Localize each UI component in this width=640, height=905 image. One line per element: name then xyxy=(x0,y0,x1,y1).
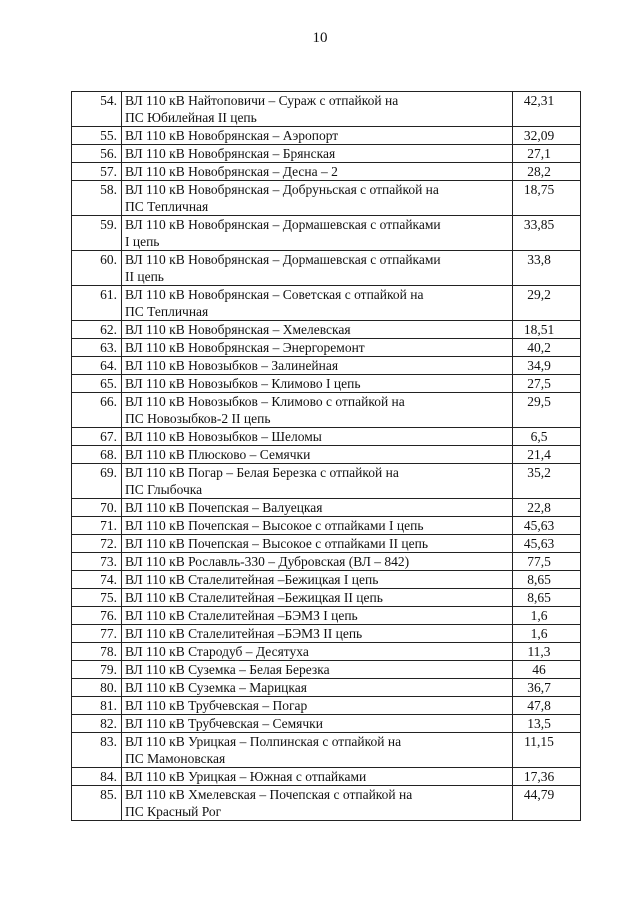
table-row xyxy=(72,571,581,589)
line-length: 11,15 xyxy=(513,733,581,768)
table-row xyxy=(72,446,581,464)
line-name xyxy=(122,163,513,181)
line-name xyxy=(122,715,513,733)
line-name xyxy=(122,127,513,145)
line-name xyxy=(122,216,513,251)
line-length: 36,7 xyxy=(513,679,581,697)
line-name xyxy=(122,393,513,428)
line-name-text: ВЛ 110 кВ Сталелитейная –БЭМЗ II цепь xyxy=(125,626,363,641)
row-number: 85. xyxy=(72,786,122,821)
line-name-text: ВЛ 110 кВ Сталелитейная –Бежицкая II цепь xyxy=(125,590,383,605)
line-name xyxy=(122,553,513,571)
line-name xyxy=(122,733,513,768)
line-length: 44,79 xyxy=(513,786,581,821)
table-row xyxy=(72,216,581,251)
line-name-text: II цепь xyxy=(125,269,164,284)
line-name-text: ВЛ 110 кВ Почепская – Высокое с отпайками II цепь xyxy=(125,536,428,551)
row-number: 71. xyxy=(72,517,122,535)
row-number: 73. xyxy=(72,553,122,571)
table-row xyxy=(72,181,581,216)
line-name xyxy=(122,535,513,553)
line-name-text: ВЛ 110 кВ Новобрянская – Добруньская с отпайкой на xyxy=(125,182,439,197)
line-name xyxy=(122,589,513,607)
row-number: 84. xyxy=(72,768,122,786)
line-name xyxy=(122,679,513,697)
table-row xyxy=(72,679,581,697)
line-name xyxy=(122,428,513,446)
line-name-text: ПС Красный Рог xyxy=(125,804,222,819)
line-length: 21,4 xyxy=(513,446,581,464)
line-length: 33,8 xyxy=(513,251,581,286)
line-name-text: ВЛ 110 кВ Новобрянская – Брянская xyxy=(125,146,336,161)
row-number: 67. xyxy=(72,428,122,446)
line-name-text: ВЛ 110 кВ Новобрянская – Аэропорт xyxy=(125,128,339,143)
line-name-text: I цепь xyxy=(125,234,160,249)
line-name-text: ВЛ 110 кВ Сталелитейная –Бежицкая I цепь xyxy=(125,572,379,587)
line-name xyxy=(122,251,513,286)
line-name xyxy=(122,768,513,786)
row-number: 68. xyxy=(72,446,122,464)
line-name-text: ПС Тепличная xyxy=(125,304,209,319)
table-row xyxy=(72,517,581,535)
row-number: 79. xyxy=(72,661,122,679)
line-name-text: ВЛ 110 кВ Суземка – Марицкая xyxy=(125,680,307,695)
row-number: 64. xyxy=(72,357,122,375)
row-number: 58. xyxy=(72,181,122,216)
line-length: 27,1 xyxy=(513,145,581,163)
line-name-text: ВЛ 110 кВ Новобрянская – Десна – 2 xyxy=(125,164,338,179)
table-row xyxy=(72,339,581,357)
table-row xyxy=(72,607,581,625)
line-name xyxy=(122,446,513,464)
table-row xyxy=(72,625,581,643)
line-length: 1,6 xyxy=(513,607,581,625)
table-row xyxy=(72,286,581,321)
line-name xyxy=(122,625,513,643)
line-name xyxy=(122,643,513,661)
table-row xyxy=(72,535,581,553)
table-row xyxy=(72,145,581,163)
line-name-text: ВЛ 110 кВ Плюсково – Семячки xyxy=(125,447,311,462)
line-name-text: ВЛ 110 кВ Трубчевская – Семячки xyxy=(125,716,323,731)
line-name-text: ВЛ 110 кВ Новозыбков – Шеломы xyxy=(125,429,322,444)
row-number: 78. xyxy=(72,643,122,661)
line-name xyxy=(122,607,513,625)
line-length: 18,75 xyxy=(513,181,581,216)
line-name-text: ПС Тепличная xyxy=(125,199,209,214)
line-length: 47,8 xyxy=(513,697,581,715)
row-number: 66. xyxy=(72,393,122,428)
line-length: 8,65 xyxy=(513,571,581,589)
line-length: 22,8 xyxy=(513,499,581,517)
table-row xyxy=(72,163,581,181)
line-length: 45,63 xyxy=(513,517,581,535)
power-lines-table xyxy=(71,91,581,821)
line-name-text: ПС Юбилейная II цепь xyxy=(125,110,257,125)
line-name-text: ВЛ 110 кВ Новозыбков – Залинейная xyxy=(125,358,339,373)
table-row xyxy=(72,251,581,286)
line-length: 33,85 xyxy=(513,216,581,251)
line-name xyxy=(122,357,513,375)
table-row xyxy=(72,127,581,145)
line-name xyxy=(122,145,513,163)
row-number: 83. xyxy=(72,733,122,768)
row-number: 57. xyxy=(72,163,122,181)
line-name xyxy=(122,375,513,393)
line-name-text: ВЛ 110 кВ Новобрянская – Советская с отпайкой на xyxy=(125,287,424,302)
row-number: 80. xyxy=(72,679,122,697)
line-name-text: ВЛ 110 кВ Урицкая – Полпинская с отпайкой на xyxy=(125,734,402,749)
line-name-text: ПС Глыбочка xyxy=(125,482,203,497)
table-row xyxy=(72,697,581,715)
row-number: 54. xyxy=(72,92,122,127)
table-row xyxy=(72,786,581,821)
line-length: 8,65 xyxy=(513,589,581,607)
line-name-text: ВЛ 110 кВ Новобрянская – Дормашевская с отпайками xyxy=(125,217,441,232)
line-name-text: ВЛ 110 кВ Новозыбков – Климово с отпайкой на xyxy=(125,394,405,409)
table-row xyxy=(72,92,581,127)
line-length: 27,5 xyxy=(513,375,581,393)
line-name xyxy=(122,571,513,589)
table-row xyxy=(72,553,581,571)
line-name-text: ВЛ 110 кВ Почепская – Высокое с отпайками I цепь xyxy=(125,518,424,533)
line-name-text: ВЛ 110 кВ Трубчевская – Погар xyxy=(125,698,308,713)
row-number: 81. xyxy=(72,697,122,715)
line-name-text: ВЛ 110 кВ Стародуб – Десятуха xyxy=(125,644,309,659)
row-number: 55. xyxy=(72,127,122,145)
page-number: 10 xyxy=(312,30,328,46)
line-name-text: ВЛ 110 кВ Новозыбков – Климово I цепь xyxy=(125,376,361,391)
line-name xyxy=(122,339,513,357)
line-length: 40,2 xyxy=(513,339,581,357)
line-name xyxy=(122,786,513,821)
line-length: 17,36 xyxy=(513,768,581,786)
row-number: 72. xyxy=(72,535,122,553)
line-name xyxy=(122,464,513,499)
table-row xyxy=(72,499,581,517)
table-row xyxy=(72,589,581,607)
row-number: 65. xyxy=(72,375,122,393)
line-length: 18,51 xyxy=(513,321,581,339)
table-row xyxy=(72,357,581,375)
line-name-text: ВЛ 110 кВ Урицкая – Южная с отпайками xyxy=(125,769,367,784)
line-name xyxy=(122,661,513,679)
line-name xyxy=(122,499,513,517)
row-number: 60. xyxy=(72,251,122,286)
line-name-text: ВЛ 110 кВ Сталелитейная –БЭМЗ I цепь xyxy=(125,608,358,623)
line-name xyxy=(122,286,513,321)
table-body xyxy=(72,92,581,821)
line-name xyxy=(122,517,513,535)
line-length: 28,2 xyxy=(513,163,581,181)
row-number: 70. xyxy=(72,499,122,517)
line-length: 34,9 xyxy=(513,357,581,375)
line-name-text: ВЛ 110 кВ Новобрянская – Хмелевская xyxy=(125,322,351,337)
row-number: 62. xyxy=(72,321,122,339)
table-row xyxy=(72,661,581,679)
table-row xyxy=(72,428,581,446)
line-name-text: ВЛ 110 кВ Хмелевская – Почепская с отпайкой на xyxy=(125,787,413,802)
row-number: 61. xyxy=(72,286,122,321)
line-length: 6,5 xyxy=(513,428,581,446)
line-length: 1,6 xyxy=(513,625,581,643)
table-row xyxy=(72,768,581,786)
line-length: 45,63 xyxy=(513,535,581,553)
table-row xyxy=(72,464,581,499)
line-length: 46 xyxy=(513,661,581,679)
line-name-text: ВЛ 110 кВ Суземка – Белая Березка xyxy=(125,662,330,677)
line-length: 42,31 xyxy=(513,92,581,127)
row-number: 59. xyxy=(72,216,122,251)
line-name-text: ВЛ 110 кВ Рославль-330 – Дубровская (ВЛ – 842) xyxy=(125,554,410,569)
line-name xyxy=(122,92,513,127)
line-name xyxy=(122,321,513,339)
row-number: 63. xyxy=(72,339,122,357)
row-number: 82. xyxy=(72,715,122,733)
table-row xyxy=(72,715,581,733)
row-number: 76. xyxy=(72,607,122,625)
line-length: 32,09 xyxy=(513,127,581,145)
line-name xyxy=(122,181,513,216)
line-length: 13,5 xyxy=(513,715,581,733)
row-number: 74. xyxy=(72,571,122,589)
line-name-text: ВЛ 110 кВ Погар – Белая Березка с отпайкой на xyxy=(125,465,399,480)
line-length: 35,2 xyxy=(513,464,581,499)
table-row xyxy=(72,733,581,768)
line-name-text: ПС Новозыбков-2 II цепь xyxy=(125,411,271,426)
table-row xyxy=(72,321,581,339)
line-length: 77,5 xyxy=(513,553,581,571)
row-number: 77. xyxy=(72,625,122,643)
table-row xyxy=(72,375,581,393)
line-name-text: ВЛ 110 кВ Новобрянская – Энергоремонт xyxy=(125,340,365,355)
line-name-text: ПС Мамоновская xyxy=(125,751,226,766)
row-number: 56. xyxy=(72,145,122,163)
table-row xyxy=(72,393,581,428)
row-number: 69. xyxy=(72,464,122,499)
table-row xyxy=(72,643,581,661)
line-length: 29,5 xyxy=(513,393,581,428)
row-number: 75. xyxy=(72,589,122,607)
line-name-text: ВЛ 110 кВ Новобрянская – Дормашевская с отпайками xyxy=(125,252,441,267)
line-name-text: ВЛ 110 кВ Почепская – Валуецкая xyxy=(125,500,323,515)
line-length: 11,3 xyxy=(513,643,581,661)
line-length: 29,2 xyxy=(513,286,581,321)
line-name xyxy=(122,697,513,715)
line-name-text: ВЛ 110 кВ Найтоповичи – Сураж с отпайкой на xyxy=(125,93,399,108)
